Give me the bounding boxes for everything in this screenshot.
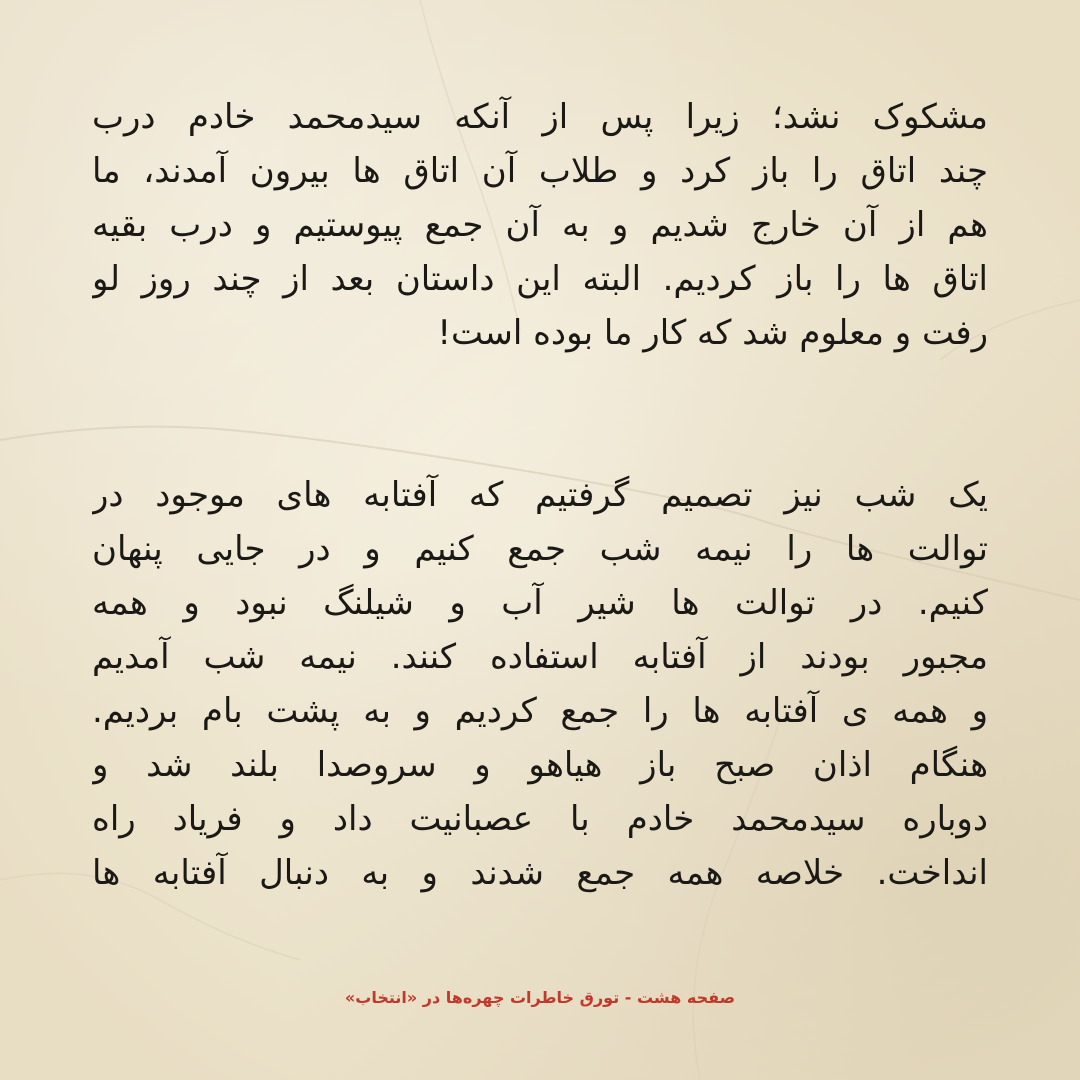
- paragraph-line: اتاق ها را باز کردیم. البته این داستان بعد از چند روز لو: [92, 259, 988, 299]
- page-footer-caption: صفحه هشت - تورق خاطرات چهره‌ها در «انتخاب»: [344, 988, 736, 1007]
- paragraph-2: [92, 468, 988, 900]
- paragraph-line: چند اتاق را باز کرد و طلاب آن اتاق ها بیرون آمدند، ما: [92, 151, 988, 191]
- paragraph-line: رفت و معلوم شد که کار ما بوده است!: [437, 313, 988, 353]
- paragraph-line: مجبور بودند از آفتابه استفاده کنند. نیمه شب آمدیم: [92, 637, 988, 677]
- paragraph-line: هم از آن خارج شدیم و به آن جمع پیوستیم و درب بقیه: [92, 205, 988, 245]
- paragraph-line: یک شب نیز تصمیم گرفتیم که آفتابه های موجود در: [92, 475, 988, 515]
- paragraph-line: دوباره سیدمحمد خادم با عصبانیت داد و فریاد راه: [92, 799, 988, 839]
- paragraph-line: کنیم. در توالت ها شیر آب و شیلنگ نبود و همه: [92, 583, 988, 623]
- paragraph-1: [92, 90, 988, 360]
- paragraph-line: مشکوک نشد؛ زیرا پس از آنکه سیدمحمد خادم درب: [92, 97, 988, 137]
- paragraph-line: انداخت. خلاصه همه جمع شدند و به دنبال آفتابه ها: [92, 853, 988, 893]
- paragraph-line: هنگام اذان صبح باز هیاهو و سروصدا بلند شد و: [92, 745, 988, 785]
- paragraph-line: توالت ها را نیمه شب جمع کنیم و در جایی پنهان: [92, 529, 988, 569]
- paragraph-line: و همه ی آفتابه ها را جمع کردیم و به پشت بام بردیم.: [92, 691, 988, 731]
